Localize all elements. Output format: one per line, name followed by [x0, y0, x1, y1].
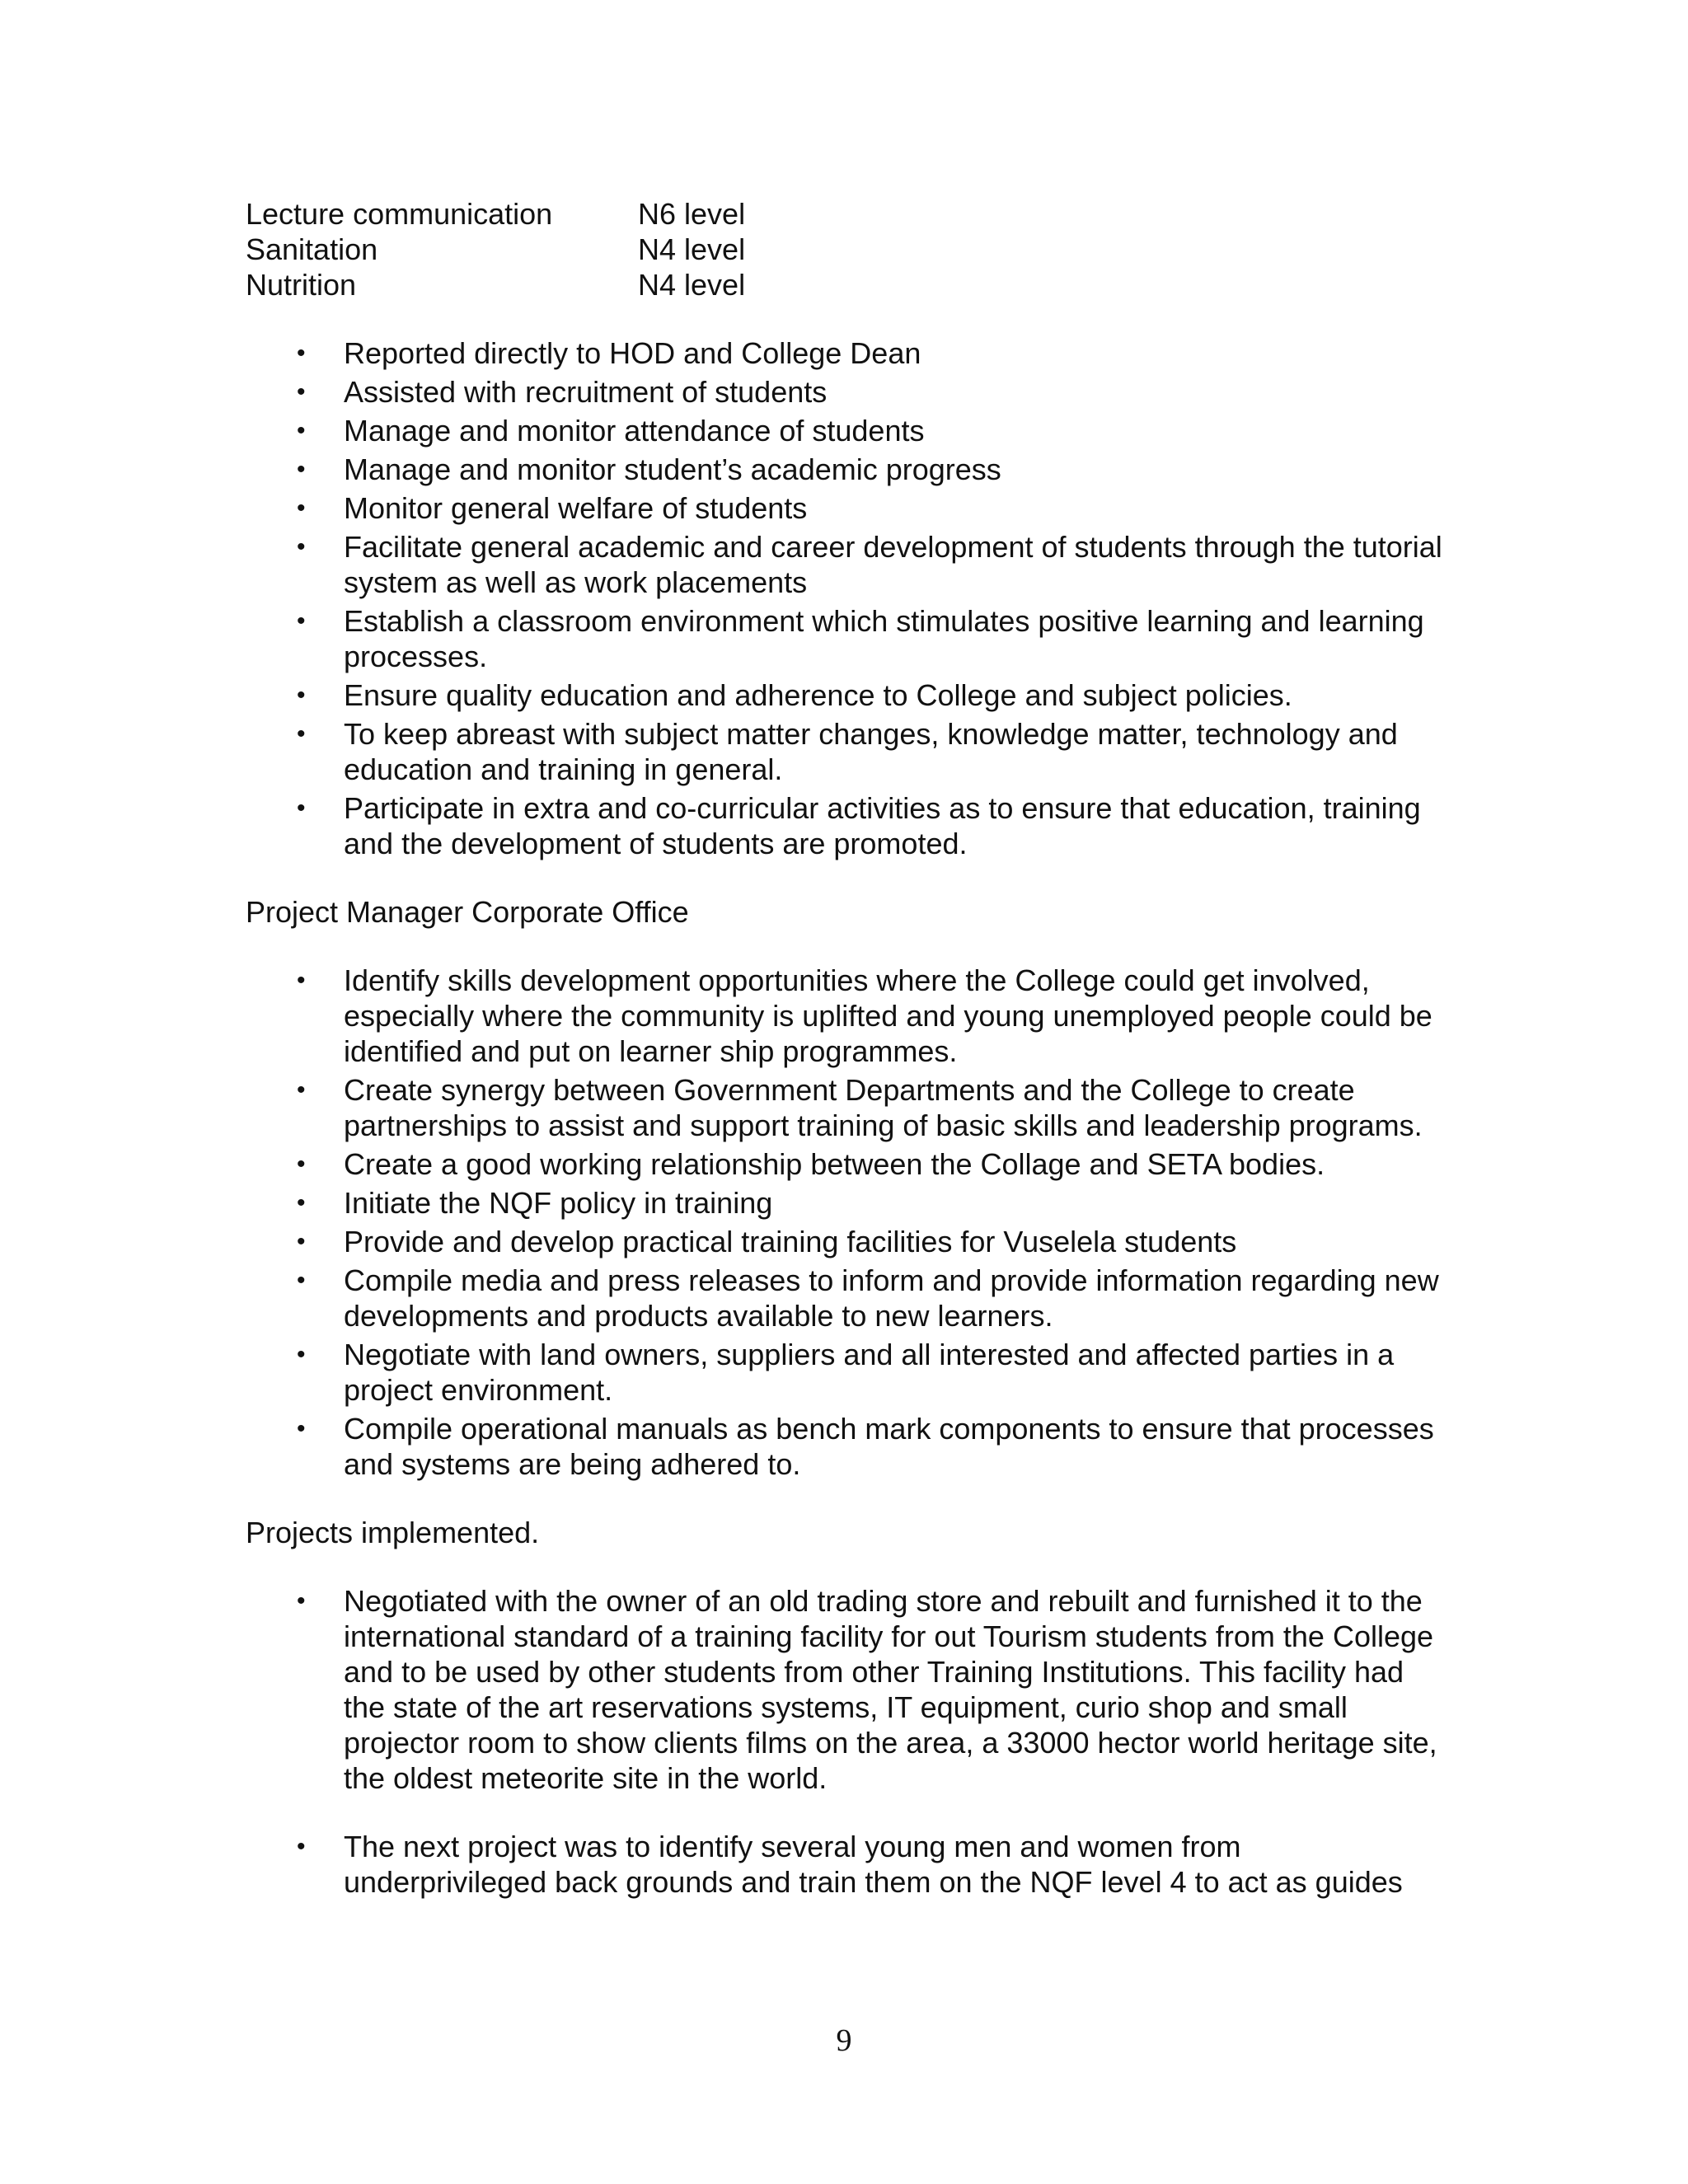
list-item-text: Create a good working relationship between the Collage and SETA bodies. — [344, 1147, 1325, 1181]
list-item-text: Participate in extra and co-curricular activities as to ensure that education, training and the development of students are promoted. — [344, 791, 1421, 860]
list-item — [246, 1337, 1449, 1408]
bullet-icon: • — [297, 720, 306, 748]
projects-list — [246, 1583, 1449, 1900]
list-item-text: Ensure quality education and adherence to College and subject policies. — [344, 678, 1292, 712]
level-value: N4 level — [638, 232, 746, 266]
list-item-text: Initiate the NQF policy in training — [344, 1186, 773, 1220]
list-item — [246, 452, 1449, 487]
bullet-icon: • — [297, 682, 306, 709]
bullet-icon: • — [297, 1189, 306, 1216]
bullet-icon: • — [297, 794, 306, 822]
bullet-icon: • — [297, 1228, 306, 1255]
list-item — [246, 790, 1449, 861]
level-value: N6 level — [638, 197, 746, 231]
list-item — [246, 490, 1449, 526]
list-item — [246, 413, 1449, 448]
duties-list — [246, 335, 1449, 861]
bullet-icon: • — [297, 1076, 306, 1104]
list-item-text: Compile media and press releases to inform and provide information regarding new developments and products available to new learners. — [344, 1263, 1439, 1333]
list-item-text: Manage and monitor student’s academic progress — [344, 452, 1001, 486]
bullet-icon: • — [297, 1151, 306, 1178]
list-item — [246, 374, 1449, 410]
list-item — [246, 963, 1449, 1069]
list-item — [246, 603, 1449, 674]
list-item-text: Monitor general welfare of students — [344, 491, 808, 525]
list-item-text: Facilitate general academic and career development of students through the tutorial system as well as work placements — [344, 530, 1442, 599]
list-item — [246, 1411, 1449, 1482]
list-item-text: Negotiate with land owners, suppliers and all interested and affected parties in a project environment. — [344, 1338, 1395, 1407]
list-item-text: Reported directly to HOD and College Dean — [344, 336, 921, 370]
list-item — [246, 677, 1449, 713]
project-manager-heading: Project Manager Corporate Office — [246, 895, 689, 929]
bullet-icon: • — [297, 417, 306, 444]
bullet-icon: • — [297, 1415, 306, 1442]
list-item-text: Establish a classroom environment which stimulates positive learning and learning processes. — [344, 604, 1424, 673]
bullet-icon: • — [297, 1267, 306, 1294]
list-item — [246, 1146, 1449, 1182]
list-item — [246, 1224, 1449, 1259]
list-item — [246, 529, 1449, 600]
bullet-icon: • — [297, 494, 306, 522]
list-item-text: To keep abreast with subject matter changes, knowledge matter, technology and education and training in general. — [344, 717, 1398, 786]
level-row — [246, 196, 1449, 232]
bullet-icon: • — [297, 378, 306, 405]
list-item — [246, 716, 1449, 787]
bullet-icon: • — [297, 533, 306, 560]
list-item-text: Identify skills development opportunities where the College could get involved, especially where the community is uplifted and young unemployed people could be identified and put on learner ship programmes. — [344, 963, 1432, 1068]
list-item-text: Compile operational manuals as bench mark components to ensure that processes and systems are being adhered to. — [344, 1412, 1434, 1481]
bullet-icon: • — [297, 456, 306, 483]
bullet-icon: • — [297, 967, 306, 994]
level-row — [246, 267, 1449, 302]
bullet-icon: • — [297, 1833, 306, 1860]
bullet-icon: • — [297, 1341, 306, 1368]
list-item — [246, 1072, 1449, 1143]
list-item-text: The next project was to identify several young men and women from underprivileged back grounds and train them on the NQF level 4 to act as guides — [344, 1830, 1403, 1899]
bullet-icon: • — [297, 607, 306, 635]
level-value: N4 level — [638, 268, 746, 302]
list-item — [246, 1263, 1449, 1333]
level-row — [246, 232, 1449, 267]
list-item — [246, 1583, 1449, 1796]
page-content — [246, 196, 1449, 1900]
list-item-text: Create synergy between Government Departments and the College to create partnerships to assist and support training of basic skills and leadership programs. — [344, 1073, 1423, 1142]
bullet-icon: • — [297, 340, 306, 367]
level-subject: Sanitation — [246, 232, 378, 266]
list-item-text: Manage and monitor attendance of students — [344, 414, 925, 448]
bullet-icon: • — [297, 1587, 306, 1615]
list-item — [246, 1185, 1449, 1221]
list-item-text: Negotiated with the owner of an old trading store and rebuilt and furnished it to the international standard of a training facility for out Tourism students from the College and to be used by other students from other Training Institutions. This facility had the state of the art reservations systems, IT equipment, curio shop and small projector room to show clients films on the area, a 33000 hector world heritage site, the oldest meteorite site in the world. — [344, 1584, 1437, 1795]
qualification-levels-table — [246, 196, 1449, 302]
list-item — [246, 335, 1449, 371]
projects-heading: Projects implemented. — [246, 1516, 540, 1549]
level-subject: Nutrition — [246, 268, 357, 302]
level-subject: Lecture communication — [246, 197, 553, 231]
list-item-text: Provide and develop practical training facilities for Vuselela students — [344, 1225, 1237, 1258]
list-item-text: Assisted with recruitment of students — [344, 375, 828, 409]
page-number: 9 — [836, 2023, 852, 2058]
project-manager-list — [246, 963, 1449, 1482]
list-item — [246, 1829, 1449, 1900]
